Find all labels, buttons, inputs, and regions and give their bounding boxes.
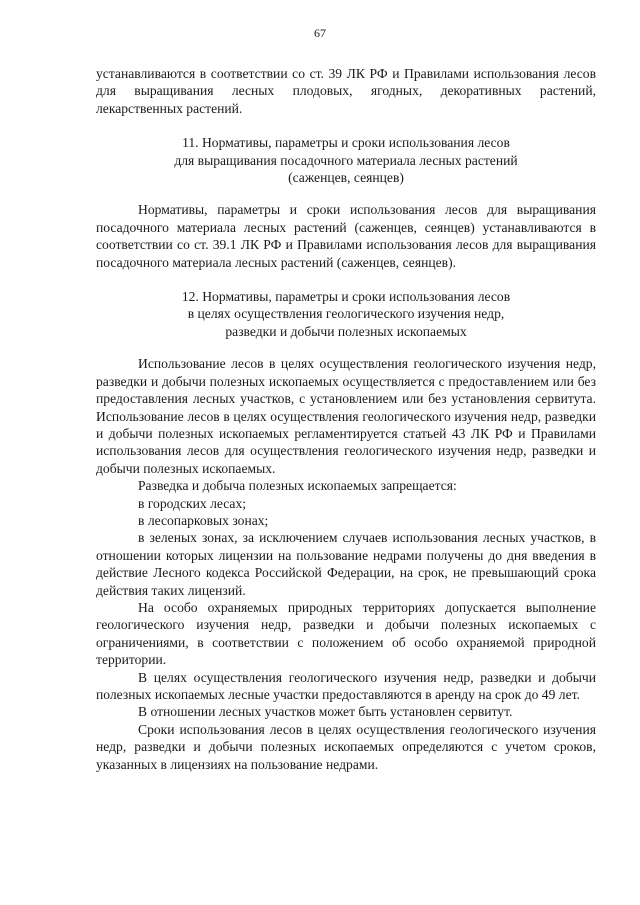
section-12-heading-line: разведки и добычи полезных ископаемых (225, 323, 467, 339)
section-12-paragraph: Сроки использования лесов в целях осуществления геологического изучения недр, разведки и добычи полезных ископаемых определяются с учетом сроков, указанных в лицензиях на пользование недрами. (96, 721, 596, 772)
section-11-heading-line: (саженцев, сеянцев) (288, 170, 404, 186)
section-12-heading-line: 12. Нормативы, параметры и сроки использования лесов (181, 289, 511, 305)
section-12-heading (96, 288, 596, 340)
section-12-list-item: в городских лесах; (138, 495, 247, 511)
section-12-paragraph: В отношении лесных участков может быть установлен сервитут. (138, 704, 513, 720)
section-12-paragraph: Разведка и добыча полезных ископаемых запрещается: (138, 478, 457, 494)
section-12-paragraph: На особо охраняемых природных территориях допускается выполнение геологического изучения недр, разведки и добычи полезных ископаемых с ограничениями, в соответствии с положением об особо охраняемой природной территории. (96, 599, 596, 668)
document-body (96, 65, 596, 773)
section-11-heading (96, 134, 596, 186)
section-11-paragraph: Нормативы, параметры и сроки использования лесов для выращивания посадочного материала лесных растений (саженцев, сеянцев) устанавливаются в соответствии со ст. 39.1 ЛК РФ и Правилами использования лесов для выращивания посадочного материала лесных растений (саженцев, сеянцев). (96, 202, 596, 270)
intro-paragraph: устанавливаются в соответствии со ст. 39 ЛК РФ и Правилами использования лесов для выращивания лесных плодовых, ягодных, декоративных растений, лекарственных растений. (96, 66, 596, 116)
section-12-paragraph: Использование лесов в целях осуществления геологического изучения недр, разведки и добычи полезных ископаемых осуществляется с предоставлением или без предоставления лесных участков, с установлением или без установления сервитута. Использование лесов в целях осуществления геологического изучения недр, разведки и добычи полезных ископаемых регламентируется статьей 43 ЛК РФ и Правилами использования лесов для осуществления геологического изучения недр, разведки и добычи полезных ископаемых. (96, 356, 596, 476)
section-12-list-item: в зеленых зонах, за исключением случаев использования лесных участков, в отношении которых лицензии на пользование недрами получены до дня введения в действие Лесного кодекса Российской Федерации, на срок, не превышающий срока действия таких лицензий. (96, 530, 596, 598)
section-11-heading-line: для выращивания посадочного материала лесных растений (174, 152, 518, 168)
page-number: 67 (314, 26, 326, 40)
section-12-list-item: в лесопарковых зонах; (138, 512, 269, 528)
section-12-heading-line: в целях осуществления геологического изучения недр, (187, 306, 505, 322)
section-11-heading-line: 11. Нормативы, параметры и сроки использования лесов (182, 135, 510, 151)
section-12-paragraph: В целях осуществления геологического изучения недр, разведки и добычи полезных ископаемых лесные участки предоставляются в аренду на срок до 49 лет. (96, 669, 596, 702)
